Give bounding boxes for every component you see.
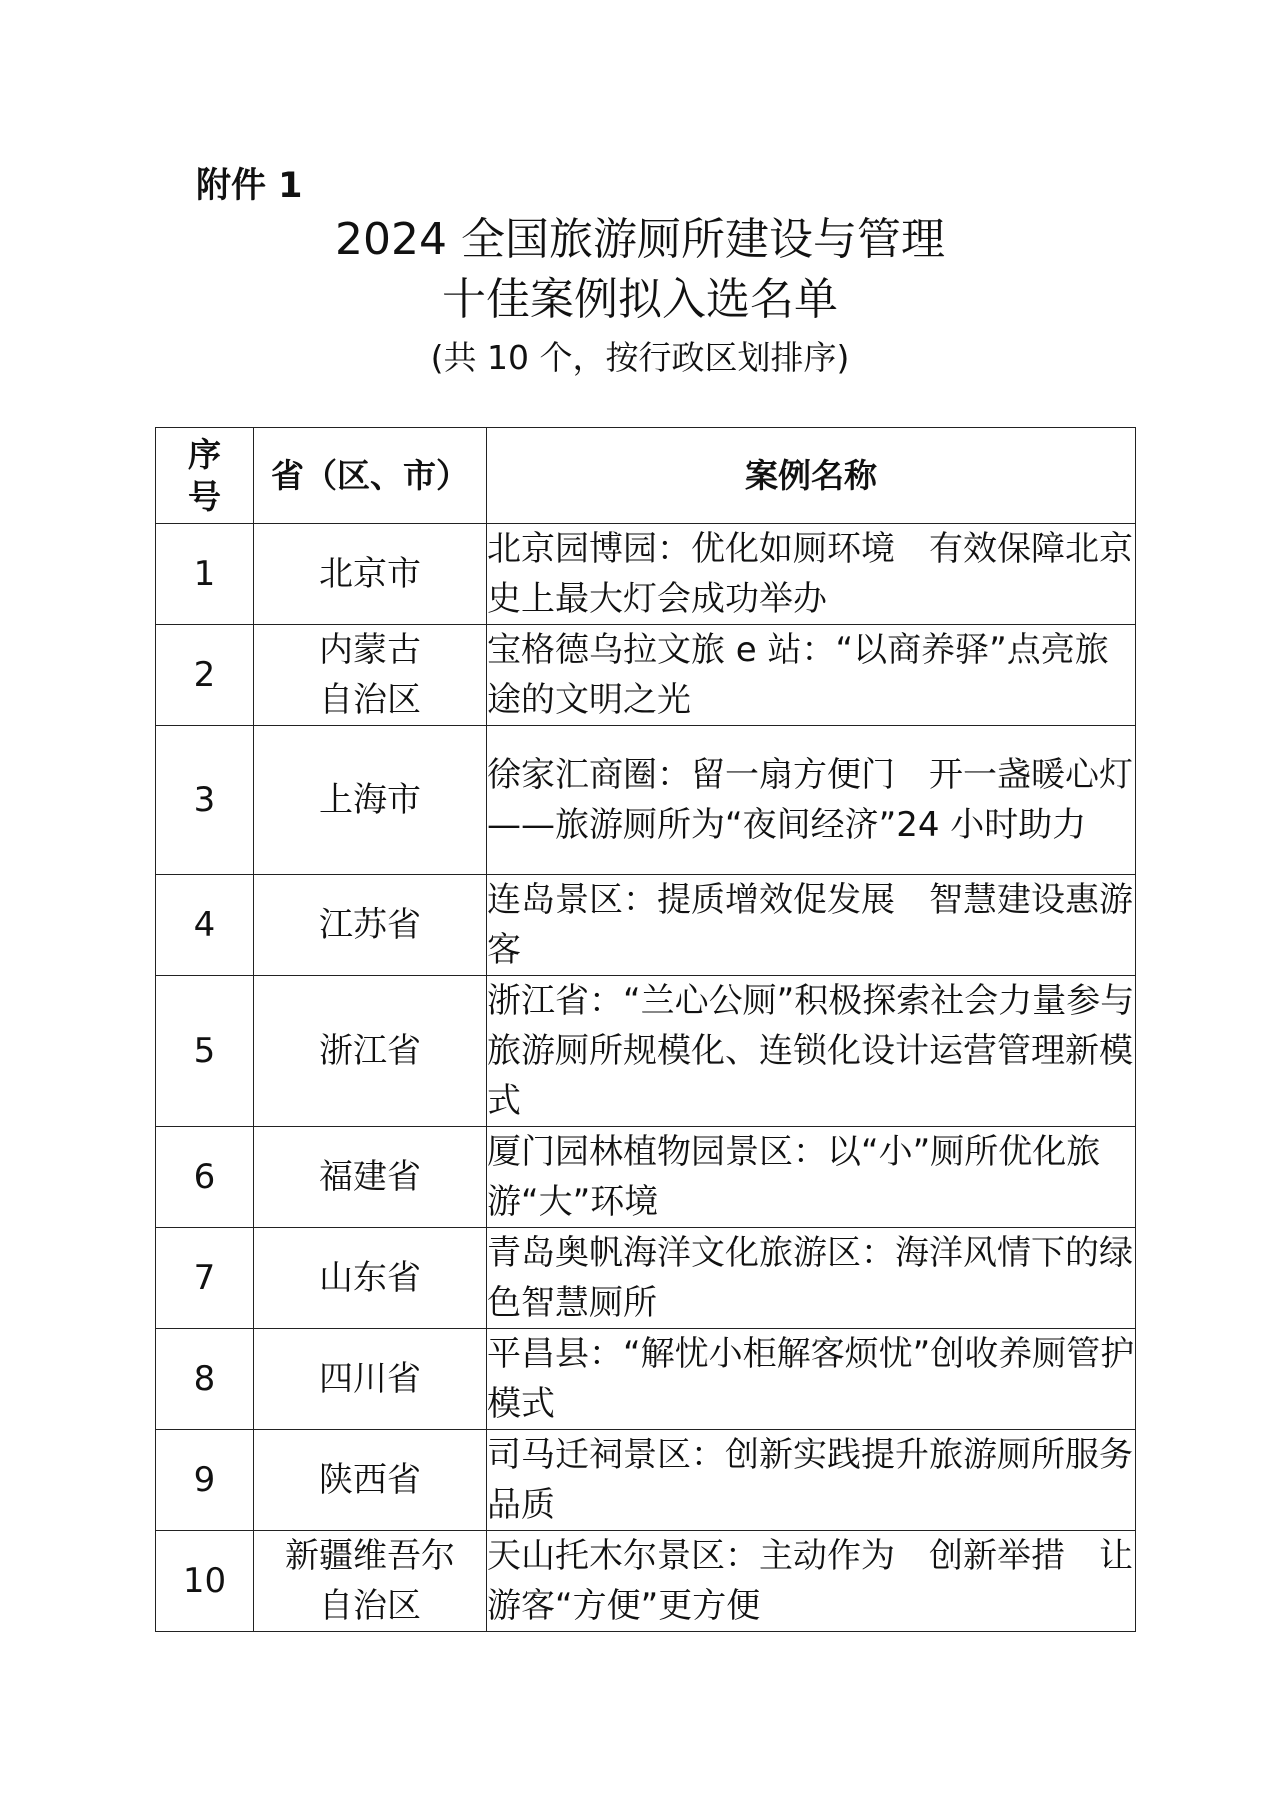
row-province	[254, 1329, 487, 1430]
table-row	[156, 1127, 1136, 1228]
table-row	[156, 1531, 1136, 1632]
row-seq: 4	[156, 875, 254, 976]
row-province	[254, 976, 487, 1127]
province-line: 北京市	[319, 554, 421, 594]
title-line-1: 2024 全国旅游厕所建设与管理	[335, 214, 945, 265]
row-seq: 3	[156, 726, 254, 875]
document-subtitle: (共 10 个，按行政区划排序)	[430, 338, 850, 377]
row-seq: 8	[156, 1329, 254, 1430]
row-province	[254, 1531, 487, 1632]
header-province: 省（区、市）	[254, 428, 487, 524]
header-seq-line-2: 号	[188, 476, 221, 516]
row-province	[254, 1430, 487, 1531]
row-case-name: 天山托木尔景区：主动作为 创新举措 让游客“方便”更方便	[487, 1531, 1136, 1632]
row-case-name: 连岛景区：提质增效促发展 智慧建设惠游客	[487, 875, 1136, 976]
table-row	[156, 524, 1136, 625]
table-row	[156, 1329, 1136, 1430]
header-seq-line-1: 序	[188, 434, 221, 474]
row-case-name: 浙江省：“兰心公厕”积极探索社会力量参与旅游厕所规模化、连锁化设计运营管理新模式	[487, 976, 1136, 1127]
row-case-name: 平昌县：“解忧小柜解客烦忧”创收养厕管护模式	[487, 1329, 1136, 1430]
header-seq	[156, 428, 254, 524]
row-case-name: 司马迁祠景区：创新实践提升旅游厕所服务品质	[487, 1430, 1136, 1531]
row-case-name: 北京园博园：优化如厕环境 有效保障北京史上最大灯会成功举办	[487, 524, 1136, 625]
table-row	[156, 976, 1136, 1127]
row-case-name: 厦门园林植物园景区：以“小”厕所优化旅游“大”环境	[487, 1127, 1136, 1228]
row-seq: 5	[156, 976, 254, 1127]
province-line: 福建省	[319, 1157, 421, 1197]
row-seq: 7	[156, 1228, 254, 1329]
table-row	[156, 1430, 1136, 1531]
province-line: 内蒙古	[319, 630, 421, 670]
row-province	[254, 1228, 487, 1329]
table-row	[156, 726, 1136, 875]
province-line: 浙江省	[319, 1031, 421, 1071]
row-seq: 2	[156, 625, 254, 726]
row-seq: 10	[156, 1531, 254, 1632]
province-line: 上海市	[319, 780, 421, 820]
row-province	[254, 726, 487, 875]
table-row	[156, 625, 1136, 726]
row-province	[254, 524, 487, 625]
row-seq: 9	[156, 1430, 254, 1531]
table-header-row	[156, 428, 1136, 524]
row-case-name: 青岛奥帆海洋文化旅游区：海洋风情下的绿色智慧厕所	[487, 1228, 1136, 1329]
province-line: 陕西省	[319, 1460, 421, 1500]
province-line: 四川省	[319, 1359, 421, 1399]
row-province	[254, 625, 487, 726]
header-case-name: 案例名称	[487, 428, 1136, 524]
row-province	[254, 875, 487, 976]
document-title	[0, 210, 1280, 330]
table-row	[156, 1228, 1136, 1329]
attachment-label: 附件 1	[196, 166, 303, 206]
province-line: 自治区	[319, 1586, 421, 1626]
row-province	[254, 1127, 487, 1228]
province-line: 江苏省	[319, 905, 421, 945]
row-seq: 6	[156, 1127, 254, 1228]
title-line-2: 十佳案例拟入选名单	[442, 274, 838, 325]
table-row	[156, 875, 1136, 976]
case-list-table	[155, 427, 1136, 1632]
row-seq: 1	[156, 524, 254, 625]
province-line: 山东省	[319, 1258, 421, 1298]
province-line: 自治区	[319, 680, 421, 720]
row-case-name: 宝格德乌拉文旅 e 站：“以商养驿”点亮旅途的文明之光	[487, 625, 1136, 726]
row-case-name: 徐家汇商圈：留一扇方便门 开一盏暖心灯——旅游厕所为“夜间经济”24 小时助力	[487, 726, 1136, 875]
province-line: 新疆维吾尔	[285, 1536, 455, 1576]
